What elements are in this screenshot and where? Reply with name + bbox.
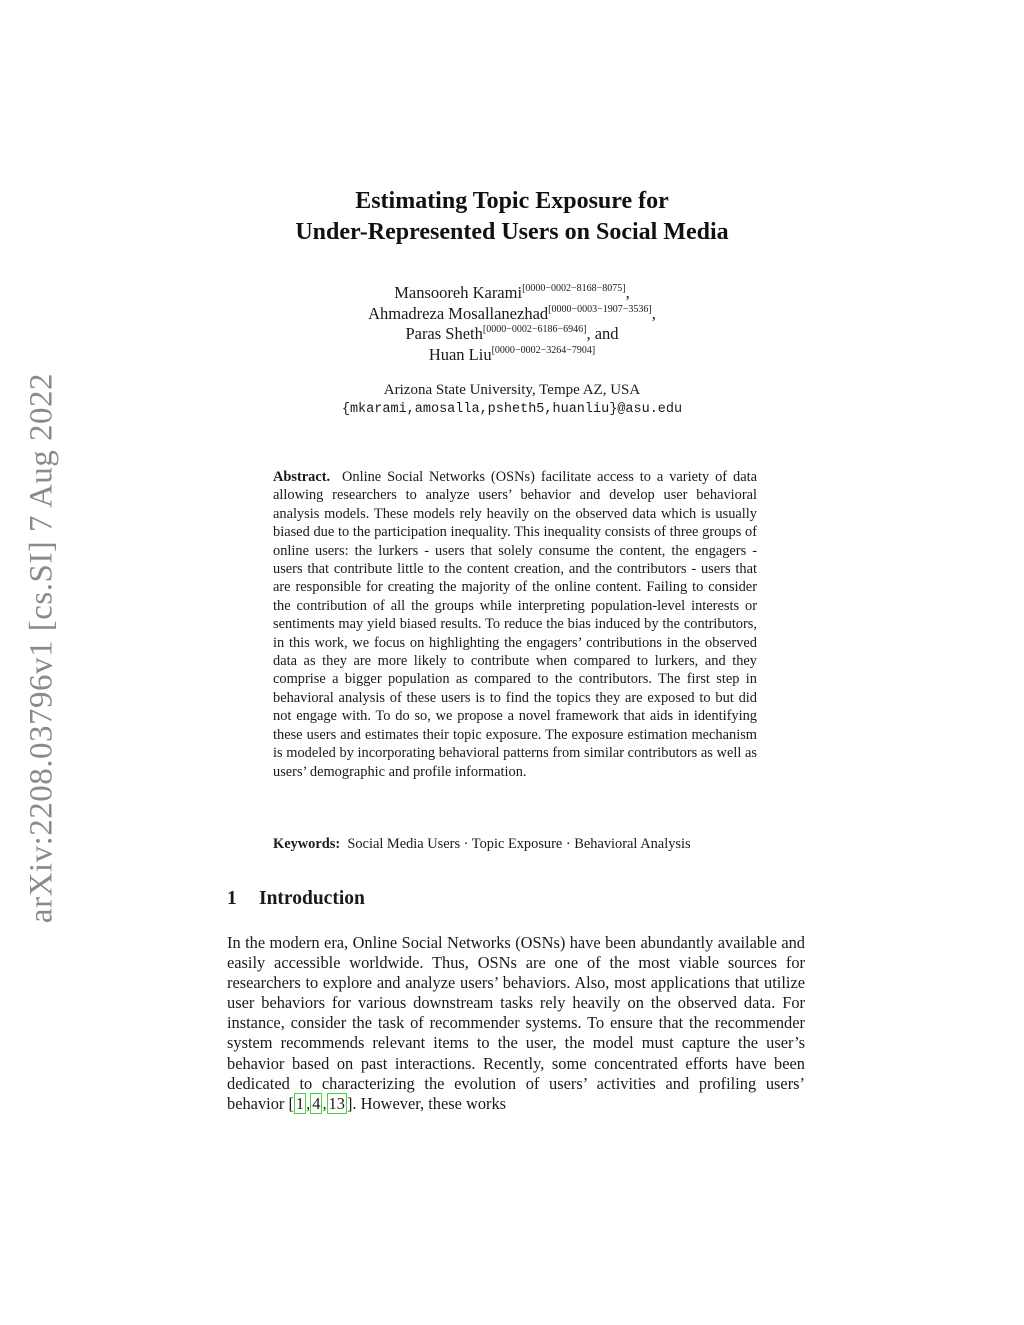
- section-heading-introduction: [227, 888, 365, 910]
- author-list: [0, 283, 1024, 365]
- author-entry: [0, 304, 1024, 325]
- intro-text-continued: . However, these works: [352, 1093, 507, 1113]
- intro-text: In the modern era, Online Social Networks (OSNs) have been abundantly available and easily accessible worldwide. Thus, OSNs are one of the most viable sources for researchers to explore and analyze users’ behaviors. Also, most applications that utilize user behaviors for various downstream tasks rely heavily on the observed data. For instance, consider the task of recommender systems. To ensure that the recommender system recommends relevant items to the user, the model must capture the user’s behavior based on past interactions. Recently, some concentrated efforts have been dedicated to characterizing the evolution of users’ activities and profiling users’ behavior: [227, 933, 805, 1113]
- author-entry: [0, 324, 1024, 345]
- author-separator: ,: [625, 283, 630, 302]
- citation-link[interactable]: 13: [328, 1093, 345, 1113]
- author-separator: , and: [586, 324, 619, 343]
- title-line-1: Estimating Topic Exposure for: [355, 188, 669, 214]
- author-name: Mansooreh Karami: [394, 283, 523, 302]
- orcid-id[interactable]: [0000−0002−3264−7904]: [491, 344, 596, 356]
- citation-group: [ 1 , 4 , 13 ]: [288, 1093, 353, 1113]
- affiliation-block: [0, 380, 1024, 420]
- introduction-paragraph: [227, 933, 805, 1114]
- keywords-text: Social Media Users · Topic Exposure · Behavioral Analysis: [347, 836, 691, 852]
- paper-title: [0, 186, 1024, 248]
- affiliation-text: Arizona State University, Tempe AZ, USA: [383, 382, 641, 398]
- orcid-id[interactable]: [0000−0003−1907−3536]: [548, 303, 652, 315]
- author-name: Paras Sheth: [405, 324, 483, 343]
- author-entry: [0, 345, 1024, 366]
- orcid-id[interactable]: [0000−0002−6186−6946]: [482, 324, 587, 335]
- keywords-label: Keywords:: [273, 836, 341, 852]
- orcid-id[interactable]: [0000−0002−8168−8075]: [522, 283, 626, 294]
- abstract: [273, 468, 757, 781]
- citation-link[interactable]: 4: [312, 1093, 321, 1113]
- citation-link[interactable]: 1: [295, 1093, 305, 1113]
- abstract-label: Abstract.: [273, 469, 331, 485]
- author-name: Huan Liu: [428, 344, 492, 364]
- author-entry: [0, 283, 1024, 304]
- section-number: 1: [227, 888, 237, 909]
- section-title: Introduction: [259, 888, 365, 909]
- author-separator: ,: [651, 303, 656, 323]
- author-emails[interactable]: {mkarami,amosalla,psheth5,huanliu}@asu.edu: [341, 402, 683, 417]
- author-name: Ahmadreza Mosallanezhad: [368, 303, 549, 323]
- arxiv-identifier-stamp[interactable]: arXiv:2208.03796v1 [cs.SI] 7 Aug 2022: [23, 372, 60, 924]
- keywords: [273, 835, 757, 853]
- abstract-text: Online Social Networks (OSNs) facilitate access to a variety of data allowing researchers to analyze users’ behavior and develop user behavioral analysis models. These models rely heavily on the observed data which is usually biased due to the participation inequality. This inequality consists of three groups of online users: the lurkers - users that solely consume the content, the engagers - users that contribute little to the content creation, and the contributors - users that are responsible for creating the majority of the online content. Failing to consider the contribution of all the groups while interpreting population-level interests or sentiments may yield biased results. To reduce the bias induced by the contributors, in this work, we focus on highlighting the engagers’ contributions in the observed data as they are more likely to contribute when compared to lurkers, and they comprise a bigger population as compared to the contributors. The first step in behavioral analysis of these users is to find the topics they are exposed to but did not engage with. To do so, we propose a novel framework that aids in identifying these users and estimates their topic exposure. The exposure estimation mechanism is modeled by incorporating behavioral patterns from similar contributors as well as users’ demographic and profile information.: [273, 469, 757, 780]
- title-line-2: Under-Represented Users on Social Media: [295, 219, 729, 245]
